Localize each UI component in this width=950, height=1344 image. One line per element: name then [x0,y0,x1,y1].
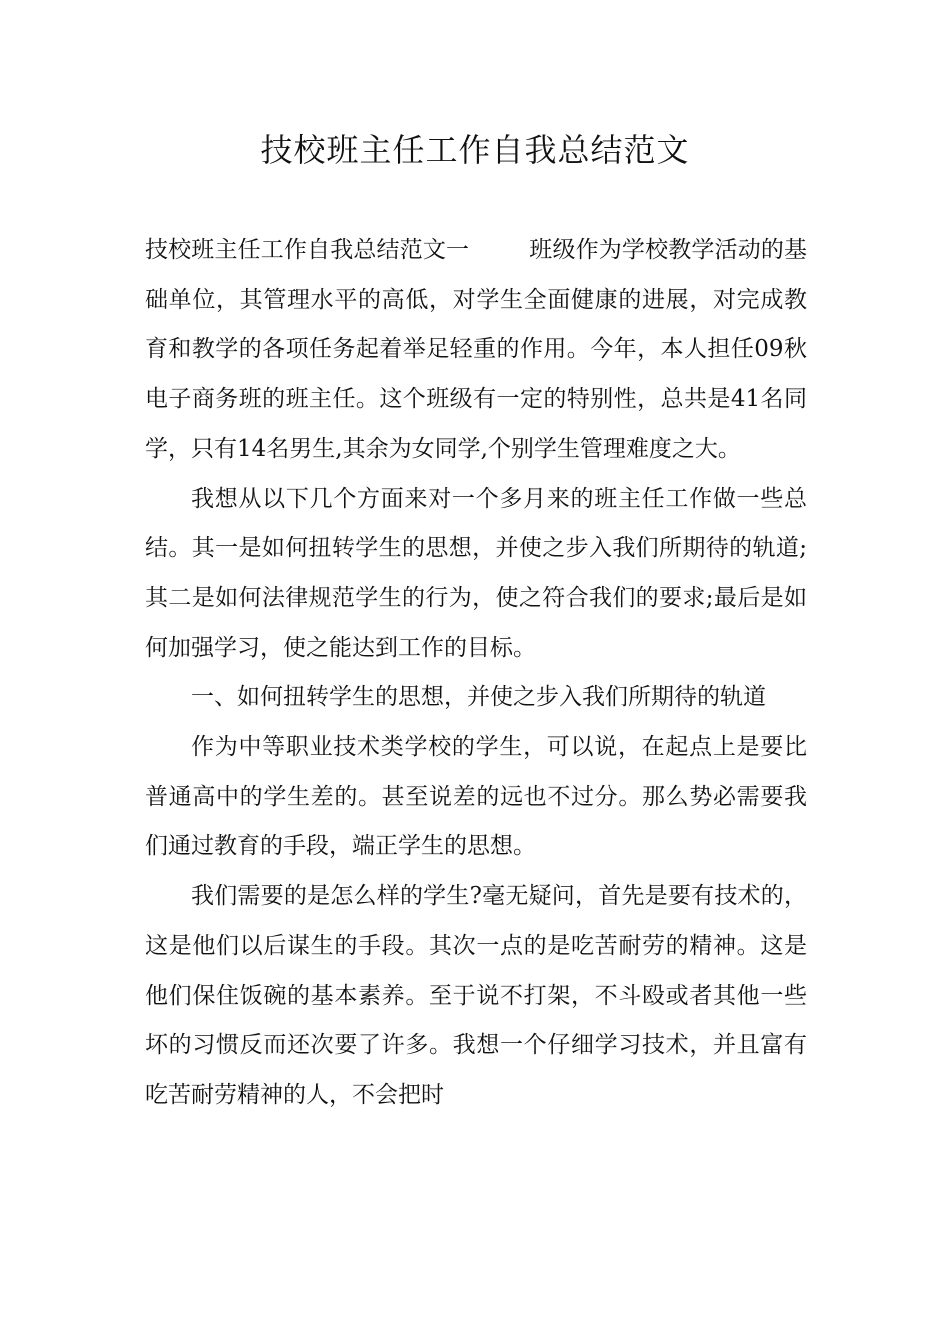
paragraph-3: 作为中等职业技术类学校的学生，可以说，在起点上是要比普通高中的学生差的。甚至说差的远也不过分。那么势必需要我们通过教育的手段，端正学生的思想。 [145,734,807,860]
section-heading-1: 一、如何扭转学生的思想，并使之步入我们所期待的轨道 [191,684,766,711]
paragraph-4: 我们需要的是怎么样的学生?毫无疑问，首先是要有技术的，这是他们以后谋生的手段。其次一点的是吃苦耐劳的精神。这是他们保住饭碗的基本素养。至于说不打架，不斗殴或者其他一些坏的习惯反而还次要了许多。我想一个仔细学习技术，并且富有吃苦耐劳精神的人，不会把时 [145,883,807,1108]
document-title: 技校班主任工作自我总结范文 [260,131,690,169]
paragraph-2: 我想从以下几个方面来对一个多月来的班主任工作做一些总结。其一是如何扭转学生的思想，并使之步入我们所期待的轨道;其二是如何法律规范学生的行为，使之符合我们的要求;最后是如何加强学习，使之能达到工作的目标。 [145,485,807,661]
document-body [145,226,807,1121]
paragraph-1-text: 班级作为学校教学活动的基础单位，其管理水平的高低，对学生全面健康的进展，对完成教育和教学的各项任务起着举足轻重的作用。今年，本人担任09秋电子商务班的班主任。这个班级有一定的特别性，总共是41名同学，只有14名男生,其余为女同学,个别学生管理难度之大。 [145,237,808,462]
intro-label: 技校班主任工作自我总结范文一 [145,237,470,263]
paragraph-intro [145,226,807,475]
